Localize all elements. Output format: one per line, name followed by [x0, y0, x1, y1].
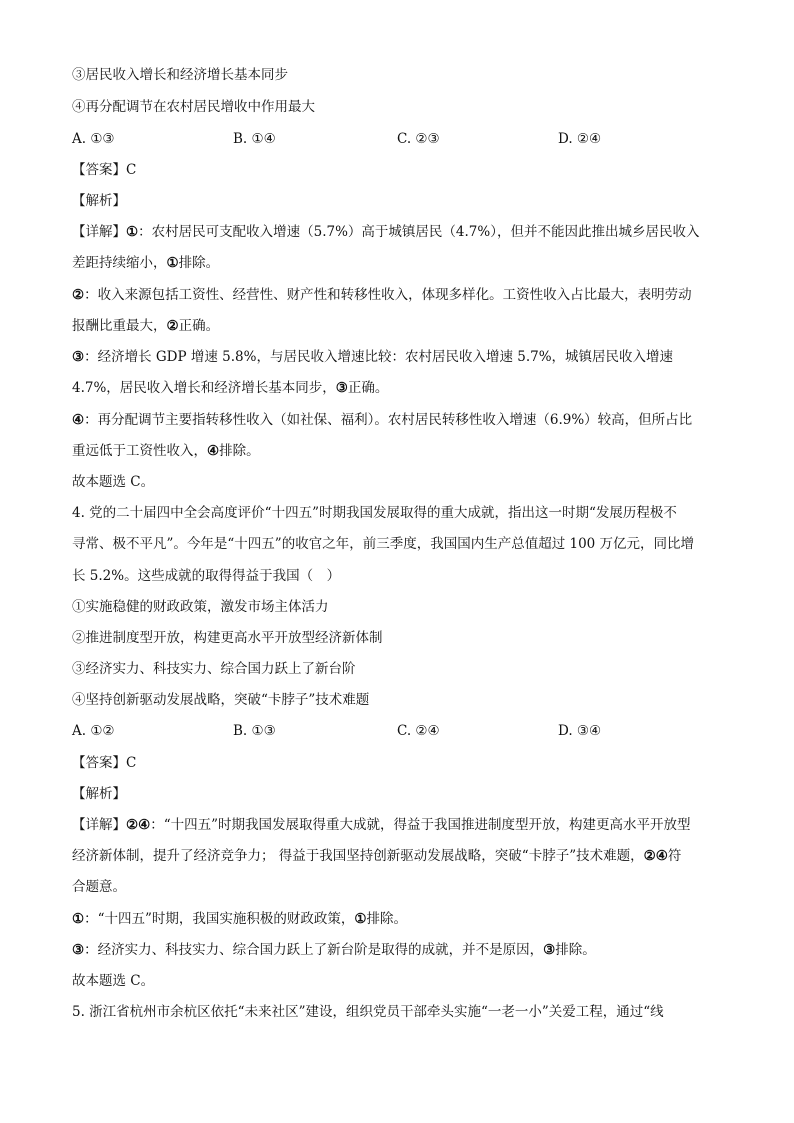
- q4-detail-1-end: 合题意。: [72, 879, 126, 895]
- q3-option-b: B. ①④: [233, 131, 276, 147]
- detail-text: ：经济增长 GDP 增速 5.8%，与居民收入增速比较：农村居民收入增速 5.7%，城镇居民收入增速: [84, 349, 674, 365]
- answer-tag: 【答案】: [72, 755, 126, 771]
- q4-statement-3: ③经济实力、科技实力、综合国力跃上了新台阶: [72, 661, 356, 677]
- detail-text: 正确。: [178, 318, 220, 334]
- q3-detail-4-cont: [72, 441, 724, 461]
- statement-mark: ④: [72, 412, 85, 428]
- statement-mark: ③: [72, 349, 85, 365]
- q3-option-a: A. ①③: [72, 131, 115, 147]
- q3-detail-4: [72, 410, 724, 430]
- q4-options: [72, 721, 724, 741]
- q4-option-a: A. ①②: [72, 723, 115, 739]
- detail-text: 差距持续缩小，: [72, 255, 167, 271]
- detail-text: ：再分配调节主要指转移性收入（如社保、福利）。农村居民转移性收入增速（6.9%）较高，但所占比: [84, 412, 693, 428]
- q4-option-b: B. ①③: [233, 723, 276, 739]
- detail-text: 经济新体制，提升了经济竞争力； 得益于我国坚持创新驱动发展战略，突破“卡脖子”技术难题，: [72, 848, 644, 864]
- detail-text: 排除。: [178, 255, 220, 271]
- q3-answer: [72, 160, 724, 180]
- detail-text: ：“十四五”时期，我国实施积极的财政政策，: [84, 911, 355, 927]
- q4-option-c: C. ②④: [397, 723, 440, 739]
- q4-detail-3: [72, 940, 724, 960]
- q4-analysis-tag: 【解析】: [72, 786, 126, 802]
- answer-tag: 【答案】: [72, 162, 126, 178]
- detail-text: 排除。: [219, 443, 260, 459]
- q3-statement-4: ④再分配调节在农村居民增收中作用最大: [72, 99, 315, 115]
- q3-detail-2-cont: [72, 316, 724, 336]
- q3-option-d: D. ②④: [558, 131, 602, 147]
- detail-text: 4.7%，居民收入增长和经济增长基本同步，: [72, 380, 336, 396]
- q3-option-c: C. ②③: [397, 131, 440, 147]
- statement-mark: ②: [72, 287, 85, 303]
- detail-text: ：农村居民可支配收入增速（5.7%）高于城镇居民（4.7%），但并不能因此推出城乡居民收入: [138, 224, 700, 240]
- statement-mark: ④: [207, 443, 220, 459]
- q5-stem-line-1: 5. 浙江省杭州市余杭区依托“未来社区”建设，组织党员干部牵头实施“一老一小”关爱工程，通过“线: [72, 1004, 664, 1020]
- detail-text: ：经济实力、科技实力、综合国力跃上了新台阶是取得的成就，并不是原因，: [84, 942, 544, 958]
- statement-mark: ③: [72, 942, 85, 958]
- detail-text: 正确。: [347, 380, 389, 396]
- statement-mark: ①: [166, 255, 179, 271]
- statement-mark: ①: [72, 911, 85, 927]
- statement-mark: ①: [354, 911, 367, 927]
- statement-mark: ③: [543, 942, 556, 958]
- q4-statement-1: ①实施稳健的财政政策，激发市场主体活力: [72, 599, 329, 615]
- detail-text: 报酬比重最大，: [72, 318, 167, 334]
- q4-option-d: D. ③④: [558, 723, 602, 739]
- q4-stem-line-2: 寻常、极不平凡”。今年是“十四五”的收官之年，前三季度，我国国内生产总值超过 100 万亿元，同比增: [72, 536, 695, 552]
- q3-analysis-tag: 【解析】: [72, 193, 126, 209]
- q4-detail-1: [72, 815, 724, 835]
- statement-mark: ②④: [643, 848, 668, 864]
- detail-text: 排除。: [555, 942, 596, 958]
- q4-statement-2: ②推进制度型开放，构建更高水平开放型经济新体制: [72, 630, 383, 646]
- q3-detail-3-cont: [72, 378, 724, 398]
- answer-value: C: [126, 162, 137, 178]
- q4-detail-2: [72, 909, 724, 929]
- detail-text: 重远低于工资性收入，: [72, 443, 207, 459]
- q4-conclusion: 故本题选 C。: [72, 973, 155, 989]
- statement-mark: ①: [126, 224, 139, 240]
- q4-detail-1-cont: [72, 846, 724, 866]
- detail-text: 符: [667, 848, 682, 864]
- q3-detail-1-cont: [72, 253, 724, 273]
- detail-text: ：“十四五”时期我国发展取得重大成就，得益于我国推进制度型开放，构建更高水平开放型: [150, 817, 691, 833]
- q4-answer: [72, 753, 724, 773]
- detail-text: ：收入来源包括工资性、经营性、财产性和转移性收入，体现多样化。工资性收入占比最大，表明劳动: [84, 287, 692, 303]
- q4-stem-line-1: 4. 党的二十届四中全会高度评价“十四五”时期我国发展取得的重大成就，指出这一时期“发展历程极不: [72, 505, 677, 521]
- q3-detail-2: [72, 285, 724, 305]
- statement-mark: ②④: [126, 817, 151, 833]
- answer-value: C: [126, 755, 137, 771]
- q4-statement-4: ④坚持创新驱动发展战略，突破“卡脖子”技术难题: [72, 692, 370, 708]
- detail-tag: 【详解】: [72, 224, 126, 240]
- statement-mark: ③: [335, 380, 348, 396]
- q3-detail-3: [72, 347, 724, 367]
- q3-options: [72, 129, 724, 149]
- q4-stem-line-3: 长 5.2%。这些成就的取得得益于我国（ ）: [72, 568, 341, 584]
- detail-tag: 【详解】: [72, 817, 126, 833]
- q3-conclusion: 故本题选 C。: [72, 474, 155, 490]
- statement-mark: ②: [166, 318, 179, 334]
- q3-detail-1: [72, 222, 724, 242]
- detail-text: 排除。: [366, 911, 408, 927]
- q3-statement-3: ③居民收入增长和经济增长基本同步: [72, 67, 288, 83]
